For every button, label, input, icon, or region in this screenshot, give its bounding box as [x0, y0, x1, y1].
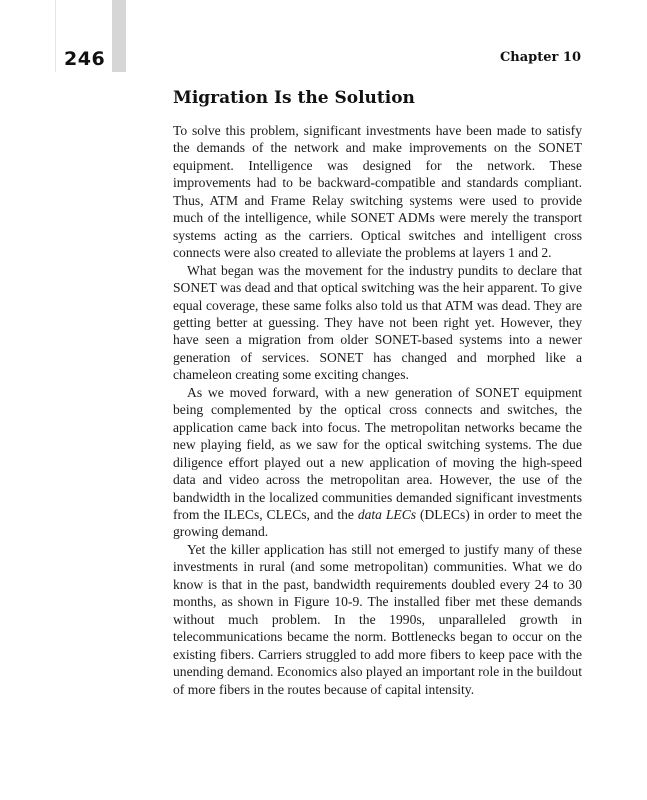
body-text	[173, 122, 582, 698]
italic-term-data-lecs: data LECs	[357, 506, 417, 522]
paragraph-3-text-before: As we moved forward, with a new generation of SONET equipment being complemented by the optical cross connects and switches, the application came back into focus. The metropolitan networks became the new playing field, as we saw for the optical switching systems. The due diligence effort played out a new application of moving the high-speed data and video across the metropolitan area. However, the use of the bandwidth in the localized communities demanded significant investments from the ILECs, CLECs, and the	[173, 384, 582, 522]
page-number: 246	[64, 48, 106, 70]
paragraph-2: What began was the movement for the industry pundits to declare that SONET was dead and that optical switching was the heir apparent. To give equal coverage, these same folks also told us that ATM was dead. They are getting better at guessing. They have not been right yet. However, they have seen a migration from older SONET-based systems into a newer generation of services. SONET has changed and morphed like a chameleon creating some exciting changes.	[173, 262, 582, 383]
paragraph-3-text-after: (DLECs) in order to meet the growing demand.	[173, 506, 582, 540]
paragraph-3	[173, 384, 582, 541]
paragraph-4: Yet the killer application has still not emerged to justify many of these investments in rural (and some metropolitan) communities. What we do know is that in the past, bandwidth requirements doubled every 24 to 30 months, as shown in Figure 10-9. The installed fiber met these demands without much problem. In the 1990s, unparalleled growth in telecommunications became the norm. Bottlenecks began to occur on the existing fibers. Carriers struggled to add more fibers to keep pace with the unending demand. Economics also played an important role in the buildout of more fibers in the routes because of capital intensity.	[173, 541, 582, 697]
paragraph-1: To solve this problem, significant investments have been made to satisfy the demands of the network and make improvements on the SONET equipment. Intelligence was designed for the network. These improvements had to be backward-compatible and standards compliant. Thus, ATM and Frame Relay switching systems were used to provide much of the intelligence, while SONET ADMs were merely the transport systems acting as the carriers. Optical switches and intelligent cross connects were also created to alleviate the problems at layers 1 and 2.	[173, 123, 582, 261]
running-head: Chapter 10	[499, 50, 581, 65]
page-number-tab	[56, 0, 126, 72]
section-title: Migration Is the Solution	[173, 88, 415, 108]
